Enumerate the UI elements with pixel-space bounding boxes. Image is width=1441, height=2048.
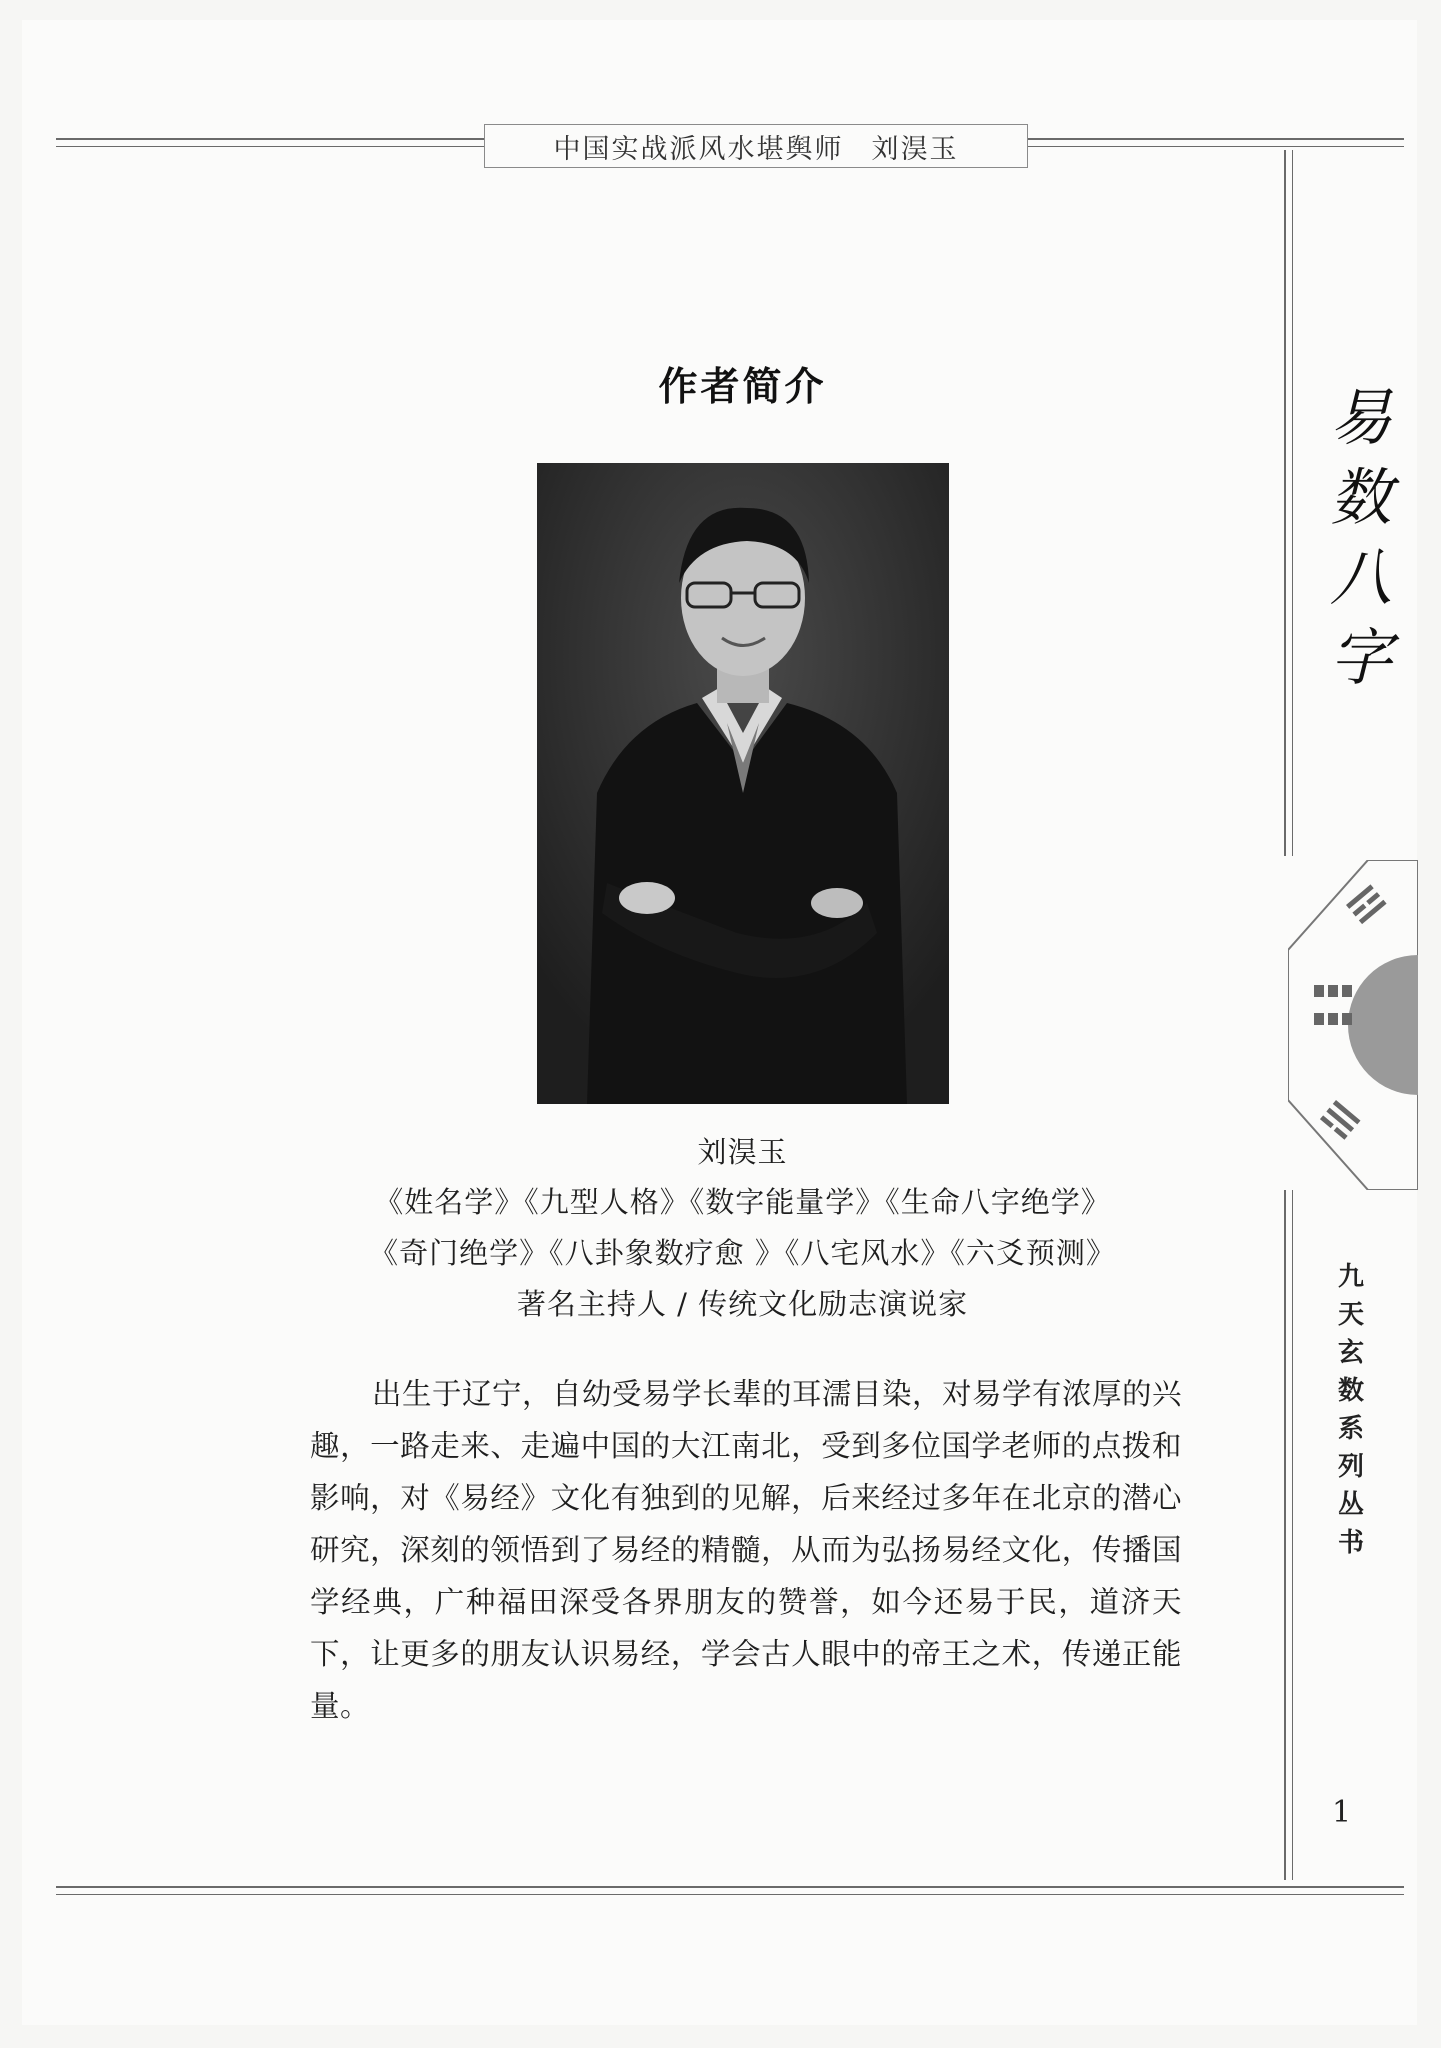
header-rule-bottom	[56, 146, 484, 147]
book-title-char: 字	[1329, 621, 1392, 694]
header-prefix: 中国实战派风水堪舆师	[553, 133, 844, 165]
series-char: 系	[1337, 1414, 1364, 1444]
header-rule-right-bottom	[1026, 146, 1404, 147]
book-title-char: 八	[1329, 541, 1392, 614]
portrait-drawing	[537, 463, 949, 1104]
author-name: 刘淏玉	[697, 1135, 788, 1169]
book-title-char: 数	[1329, 461, 1392, 534]
book-title-char: 易	[1329, 381, 1392, 454]
series-char: 天	[1337, 1300, 1364, 1330]
series-title-vertical	[1326, 1258, 1376, 1562]
header-rule-right-top	[1026, 138, 1404, 140]
series-char: 数	[1337, 1376, 1364, 1406]
footer-rule-bottom	[56, 1894, 1404, 1895]
author-roles: 著名主持人 / 传统文化励志演说家	[516, 1287, 969, 1321]
running-header	[484, 124, 1028, 168]
biography-paragraph: 出生于辽宁，自幼受易学长辈的耳濡目染，对易学有浓厚的兴趣，一路走来、走遍中国的大江南北，受到多位国学老师的点拨和影响，对《易经》文化有独到的见解，后来经过多年在北京的潜心研究，深刻的领悟到了易经的精髓，从而为弘扬易经文化，传播国学经典，广种福田深受各界朋友的赞誉，如今还易于民，道济天下，让更多的朋友认识易经，学会古人眼中的帝王之术，传递正能量。	[310, 1377, 1183, 1723]
works-line-2: 《奇门绝学》《八卦象数疗愈 》《八宅风水》《六爻预测》	[369, 1236, 1116, 1270]
series-char: 丛	[1337, 1490, 1364, 1520]
header-rule-top	[56, 138, 484, 140]
series-char: 玄	[1337, 1338, 1364, 1368]
page-number: 1	[1332, 1795, 1352, 1830]
book-title-vertical	[1316, 378, 1406, 698]
header-author: 刘淏玉	[871, 133, 959, 165]
works-line-1: 《姓名学》《九型人格》《数字能量学》《生命八字绝学》	[374, 1185, 1111, 1219]
author-portrait	[537, 463, 949, 1104]
footer-rule-top	[56, 1886, 1404, 1888]
sidebar-rule-1	[1284, 150, 1286, 856]
series-char: 九	[1337, 1262, 1364, 1292]
series-char: 列	[1337, 1452, 1364, 1482]
bagua-ornament-icon	[1288, 860, 1418, 1190]
sidebar-rule-2	[1292, 150, 1293, 856]
page-title: 作者简介	[658, 364, 827, 410]
series-char: 书	[1337, 1528, 1364, 1558]
